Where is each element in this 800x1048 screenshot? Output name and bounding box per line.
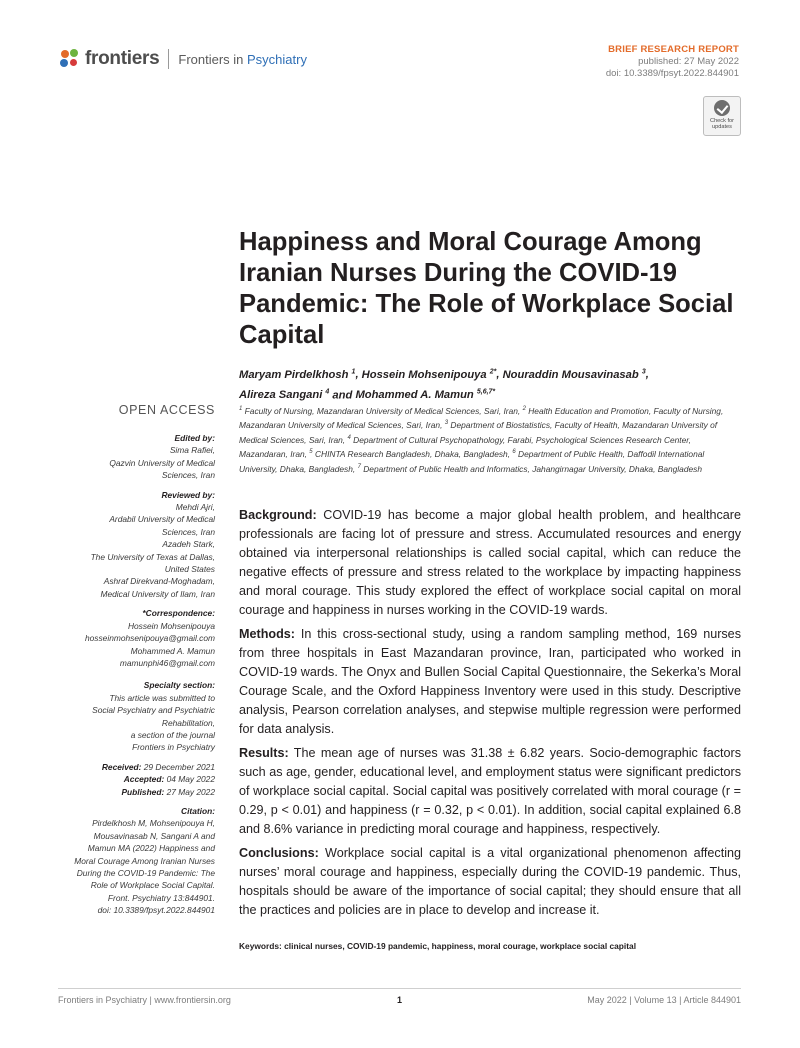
- journal-name: Frontiers in Psychiatry: [178, 51, 307, 67]
- footer-issue-info: May 2022 | Volume 13 | Article 844901: [587, 995, 741, 1005]
- checkmark-icon: [714, 100, 730, 116]
- edited-by-section: Edited by: Sima Rafiei, Qazvin University of Medical Sciences, Iran: [109, 433, 215, 481]
- correspondence-section: *Correspondence: Hossein Mohsenipouya hosseinmohsenipouya@gmail.com Mohammed A. Mamun mamunphi46@gmail.com: [58, 607, 215, 669]
- author[interactable]: Maryam Pirdelkhosh $^1$: [239, 368, 356, 381]
- published-date-sidebar: Published: 27 May 2022: [121, 786, 215, 797]
- accepted-date: Accepted: 04 May 2022: [123, 774, 215, 785]
- open-access-label: OPEN ACCESS: [118, 403, 215, 417]
- check-for-updates-button[interactable]: [703, 96, 741, 136]
- abstract-conclusions: Conclusions: Workplace social capital is a vital organizational phenomenon affecting nurses’ moral courage and happiness, especially during the COVID-19 pandemic. Thus, hospitals should be aware of the importance of social capital; they should ensure that all the practices and policies are in place to develop and increase it.: [239, 846, 741, 917]
- logo-wordmark: frontiers: [85, 48, 160, 69]
- badge-label: Check for: [710, 118, 734, 124]
- article-doi[interactable]: doi: 10.3389/fpsyt.2022.844901: [605, 68, 739, 79]
- keywords: Keywords: clinical nurses, COVID-19 pandemic, happiness, moral courage, workplace social capital: [239, 941, 637, 951]
- author[interactable]: Mohammed A. Mamun $^{5,6,7*}$: [355, 388, 496, 402]
- dates-section: [58, 761, 215, 798]
- reviewed-by-section: Reviewed by: Mehdi Ajri, Ardabil University of Medical Sciences, Iran Azadeh Stark, The University of Texas at Dallas, United States Ashraf Direkvand-Moghadam, Medical University of Ilam, Iran: [90, 489, 215, 599]
- logo-divider: [168, 49, 169, 69]
- citation-doi[interactable]: doi: 10.3389/fpsyt.2022.844901: [97, 905, 215, 916]
- author[interactable]: Hossein Mohsenipouya $^{2*}$: [361, 368, 497, 381]
- badge-label: updates: [712, 124, 732, 130]
- citation-section: Citation: Pirdelkhosh M, Mohsenipouya H, Mousavinasab N, Sangani A and Mamun MA (2022) Happiness and Moral Courage Among Iranian Nurses During the COVID-19 Pandemic: The Role of Workplace Social Capital. Front. Psychiatry 13:844901. doi: 10.3389/fpsyt.2022.844901: [58, 805, 215, 917]
- article-title: Happiness and Moral Courage Among Iranian Nurses During the COVID-19 Pandemic: The Role of Workplace Social Capital: [239, 228, 734, 349]
- received-date: Received: 29 December 2021: [101, 761, 215, 772]
- frontiers-logo[interactable]: [60, 47, 307, 71]
- email-link[interactable]: hosseinmohsenipouya@gmail.com: [84, 633, 215, 644]
- page-number: 1: [397, 995, 403, 1005]
- abstract: [239, 506, 741, 925]
- footer-divider: [58, 988, 741, 989]
- author-list: Maryam Pirdelkhosh $^1$, Hossein Mohsenipouya $^{2*}$, Nouraddin Mousavinasab $^3$, Alireza Sangani $^4$ and Mohammed A. Mamun $^{5,6,7*}$: [239, 368, 649, 402]
- email-link[interactable]: mamunphi46@gmail.com: [119, 657, 215, 668]
- frontiers-logo-icon: [60, 49, 80, 69]
- article-type: BRIEF RESEARCH REPORT: [608, 44, 739, 55]
- sidebar: [58, 432, 215, 924]
- footer-journal-link[interactable]: Frontiers in Psychiatry | www.frontiersin.org: [58, 995, 231, 1005]
- abstract-methods: Methods: In this cross-sectional study, using a random sampling method, 169 nurses from three hospitals in East Mazandaran province, Iran, participated who worked in COVID-19 wards. The Onyx and Bullen Social Capital Questionnaire, the Sekerka’s Moral Courage Scale, and the Oxford Happiness Inventory were used in this study. Descriptive analysis, Pearson correlation analyses, and stepwise multiple regression were performed for data analysis.: [239, 627, 741, 736]
- abstract-results: Results: The mean age of nurses was 31.38 ± 6.82 years. Socio-demographic factors such as age, gender, educational level, and employment status were significant predictors of workplace social capital. Social capital was positively correlated with moral courage (r = 0.29, p < 0.01) and happiness (r = 0.32, p < 0.01). In addition, social capital explained 6.8 and 8.6% variance in predicting moral courage and happiness, respectively.: [239, 746, 741, 836]
- affiliations: $^1$ Faculty of Nursing, Mazandaran University of Medical Sciences, Sari, Iran, $^2$ Health Education and Promotion, Faculty of Nursing, Mazandaran University of Medical Sciences, Sari, Iran, $^3$ Department of Biostatistics, Faculty of Health, Mazandaran University of Medical Sciences, Sari, Iran, $^4$ Department of Cultural Psychopathology, Farabi, Psychological Sciences Research Center, Mazandaran, Iran, $^5$ CHINTA Research Bangladesh, Dhaka, Bangladesh, $^6$ Department of Public Health, Daffodil International University, Dhaka, Bangladesh, $^7$ Department of Public Health and Informatics, Jahangirnagar University, Dhaka, Bangladesh: [239, 405, 724, 474]
- author[interactable]: Nouraddin Mousavinasab $^3$: [502, 368, 646, 381]
- published-date: published: 27 May 2022: [638, 56, 739, 67]
- abstract-background: Background: COVID-19 has become a major global health problem, and healthcare professionals are facing lot of pressure and stress. Accumulated resources and energy obtained via interpersonal relationships is called social capital, which can reduce the negative effects of pressure and stress related to the workplace by impacting happiness and moral courage. This study explored the effect of workplace social capital on moral courage and happiness in nurses working in the COVID-19 wards.: [239, 508, 741, 617]
- author[interactable]: Alireza Sangani $^4$: [239, 388, 330, 402]
- article-meta: [606, 44, 739, 80]
- specialty-section: Specialty section: This article was submitted to Social Psychiatry and Psychiatric Rehabilitation, a section of the journal Frontiers in Psychiatry: [92, 680, 215, 753]
